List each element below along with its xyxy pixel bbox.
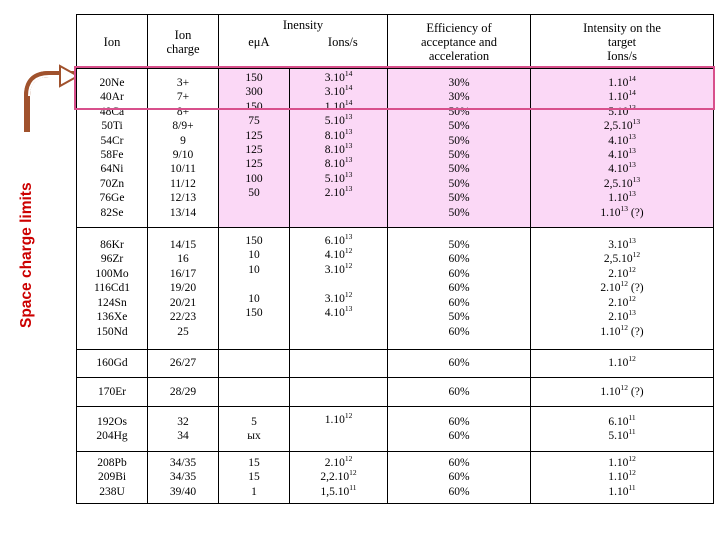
target-value: 4.10$^{13}$ [608, 131, 636, 147]
bracket-arrow-icon [0, 0, 80, 150]
target-value: 5.10$^{13}$ [608, 102, 636, 118]
ions-cell [290, 407, 388, 452]
target-cell [531, 407, 714, 452]
efficiency-cell: 60% 60% [388, 407, 531, 452]
ions-value: 3.10$^{14}$ [324, 83, 353, 99]
ions-value: 6.10$^{13}$ [324, 232, 353, 247]
header-ion: Ion [77, 15, 148, 69]
charge-cell: 28/29 [148, 378, 219, 407]
target-value: 2.10$^{12}$ [608, 265, 636, 280]
ions-cell [290, 69, 388, 228]
ion-cell: 160Gd [77, 350, 148, 378]
target-value: 1.10$^{12}$ [608, 454, 636, 469]
target-value: 1.10$^{13}$ (?) [600, 203, 644, 219]
header-efficiency: Efficiency of acceptance and acceleration [388, 15, 531, 69]
target-value: 1.10$^{12}$ [608, 468, 636, 484]
side-label-text: Space charge limits [18, 182, 35, 328]
group-row [77, 378, 714, 407]
group-row [77, 350, 714, 378]
ions-value: 2.10$^{13}$ [324, 184, 353, 200]
ions-value: 1,5.10$^{11}$ [320, 482, 357, 498]
ions-value: 3.10$^{12}$ [324, 260, 353, 276]
ions-value: 8.10$^{13}$ [324, 141, 353, 157]
target-value: 6.10$^{11}$ [608, 412, 636, 428]
group-row [77, 69, 714, 228]
target-value: 1.10$^{14}$ [608, 88, 636, 104]
target-value: 1.10$^{12}$ (?) [600, 322, 644, 338]
header-target-intensity: Intensity on the target Ions/s [531, 15, 714, 69]
ions-cell [290, 378, 388, 407]
header-intensity-sub [219, 35, 387, 49]
group-row [77, 407, 714, 452]
efficiency-cell: 60% [388, 350, 531, 378]
target-value: 1.10$^{14}$ [608, 74, 636, 89]
efficiency-cell: 60% 60% 60% [388, 452, 531, 504]
target-value: 4.10$^{13}$ [608, 146, 636, 161]
ions-value: 1.10$^{12}$ [324, 411, 353, 426]
ema-cell: 150 300 150 75 125 125 125 100 50 [219, 69, 290, 228]
header-row [77, 15, 714, 69]
ions-value: 2.10$^{12}$ [324, 454, 353, 469]
charge-cell: 32 34 [148, 407, 219, 452]
header-intensity [219, 15, 388, 69]
ion-cell: 192Os 204Hg [77, 407, 148, 452]
ions-value: 1.10$^{14}$ [324, 97, 353, 113]
ions-value: 4.10$^{13}$ [324, 304, 353, 320]
ions-value: 5.10$^{13}$ [324, 170, 353, 185]
target-value: 2,5.10$^{12}$ [603, 250, 641, 266]
target-value: 1.10$^{11}$ [608, 482, 636, 498]
ions-value: 8.10$^{13}$ [324, 155, 353, 171]
target-cell [531, 228, 714, 350]
ion-cell: 170Er [77, 378, 148, 407]
ions-value: 2,2.10$^{12}$ [320, 468, 357, 484]
group-row [77, 228, 714, 350]
charge-cell: 34/35 34/35 39/40 [148, 452, 219, 504]
ions-value: 3.10$^{14}$ [324, 69, 353, 84]
target-value: 2.10$^{13}$ [608, 308, 636, 324]
target-value: 5.10$^{11}$ [608, 427, 636, 442]
ema-cell: 15 15 1 [219, 452, 290, 504]
header-ion-charge: Ion charge [148, 15, 219, 69]
target-value: 2,5.10$^{13}$ [603, 117, 641, 133]
target-cell [531, 452, 714, 504]
ions-value [290, 277, 387, 291]
target-cell [531, 69, 714, 228]
ions-cell [290, 452, 388, 504]
charge-cell: 26/27 [148, 350, 219, 378]
group-row [77, 452, 714, 504]
ema-cell: 150 10 10 10 150 [219, 228, 290, 350]
target-value: 4.10$^{13}$ [608, 160, 636, 176]
target-value: 2.10$^{12}$ [608, 293, 636, 309]
ions-cell [290, 350, 388, 378]
ema-cell: 5 ыx [219, 407, 290, 452]
efficiency-cell: 50% 60% 60% 60% 60% 50% 60% [388, 228, 531, 350]
charge-cell: 14/15 16 16/17 19/20 20/21 22/23 25 [148, 228, 219, 350]
ion-cell: 20Ne 40Ar 48Ca 50Ti 54Cr 58Fe 64Ni 70Zn 76Ge 82Se [77, 69, 148, 228]
header-ema: eμA [248, 35, 270, 49]
header-ions-s: Ions/s [327, 35, 358, 49]
ion-intensity-table [76, 14, 714, 504]
ema-cell [219, 350, 290, 378]
target-cell [531, 378, 714, 407]
header-intensity-label: Inensity [282, 18, 324, 32]
charge-cell: 3+ 7+ 8+ 8/9+ 9 9/10 10/11 11/12 12/13 13/14 [148, 69, 219, 228]
target-value: 1.10$^{12}$ [608, 354, 636, 370]
ions-cell [290, 228, 388, 350]
ion-cell: 86Kr 96Zr 100Mo 116Cd1 124Sn 136Xe 150Nd [77, 228, 148, 350]
ions-value: 4.10$^{12}$ [324, 246, 353, 262]
ions-value: 8.10$^{13}$ [324, 126, 353, 142]
target-value: 2.10$^{12}$ (?) [600, 279, 644, 295]
target-value: 1.10$^{12}$ (?) [600, 382, 644, 398]
target-value: 2,5.10$^{13}$ [603, 174, 641, 190]
ion-cell: 208Pb 209Bi 238U [77, 452, 148, 504]
efficiency-cell: 60% [388, 378, 531, 407]
ions-value: 3.10$^{12}$ [324, 289, 353, 305]
target-value: 3.10$^{13}$ [608, 236, 636, 252]
ema-cell [219, 378, 290, 407]
ions-value: 5.10$^{13}$ [324, 112, 353, 128]
target-value: 1.10$^{13}$ [608, 189, 636, 205]
efficiency-cell: 30% 30% 50% 50% 50% 50% 50% 50% 50% 50% [388, 69, 531, 228]
target-cell [531, 350, 714, 378]
